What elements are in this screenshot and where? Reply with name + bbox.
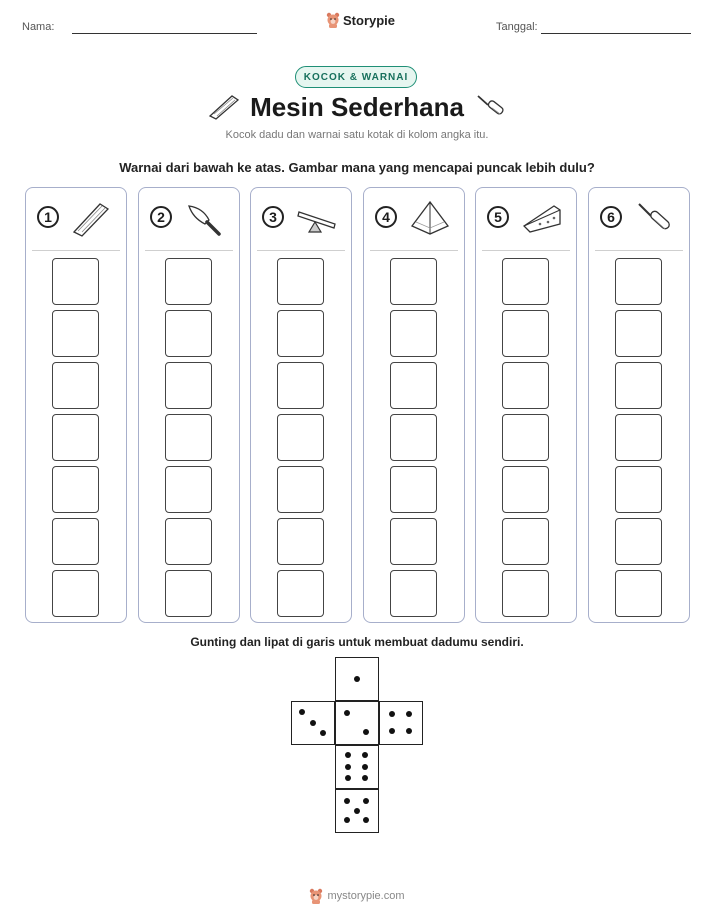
column-3 xyxy=(250,187,352,623)
instruction: Warnai dari bawah ke atas. Gambar mana yang mencapai puncak lebih dulu? xyxy=(119,160,595,175)
coloring-box[interactable] xyxy=(390,362,437,409)
die-face-5 xyxy=(335,789,379,833)
wedge-icon xyxy=(520,198,564,238)
die-face-1 xyxy=(335,657,379,701)
brand-logo xyxy=(326,12,395,28)
inclined-plane-icon xyxy=(70,198,114,238)
column-divider xyxy=(595,250,683,251)
lever-icon xyxy=(295,198,339,238)
coloring-box[interactable] xyxy=(52,310,99,357)
die-pip xyxy=(362,775,368,781)
page-title: Mesin Sederhana xyxy=(250,92,464,122)
die-instruction: Gunting dan lipat di garis untuk membuat dadumu sendiri. xyxy=(190,635,524,649)
brand-name: Storypie xyxy=(343,12,396,28)
coloring-box[interactable] xyxy=(277,362,324,409)
coloring-box[interactable] xyxy=(277,310,324,357)
footer-url: mystorypie.com xyxy=(327,890,405,902)
coloring-box[interactable] xyxy=(615,414,662,461)
page-subtitle: Kocok dadu dan warnai satu kotak di kolom angka itu. xyxy=(225,129,489,141)
coloring-box[interactable] xyxy=(277,466,324,513)
column-5 xyxy=(475,187,577,623)
column-2 xyxy=(138,187,240,623)
coloring-box[interactable] xyxy=(165,258,212,305)
date-line[interactable] xyxy=(541,33,691,34)
die-pip xyxy=(363,817,369,823)
column-divider xyxy=(32,250,120,251)
die-pip xyxy=(362,752,368,758)
coloring-box[interactable] xyxy=(52,466,99,513)
die-face-4 xyxy=(379,701,423,745)
die-face-6 xyxy=(335,745,379,789)
die-pip xyxy=(299,709,305,715)
coloring-box[interactable] xyxy=(165,310,212,357)
coloring-box[interactable] xyxy=(165,362,212,409)
coloring-box[interactable] xyxy=(390,518,437,565)
die-pip xyxy=(345,752,351,758)
die-pip xyxy=(363,729,369,735)
die-pip xyxy=(389,711,395,717)
knife-icon xyxy=(183,198,227,238)
die-pip xyxy=(345,764,351,770)
coloring-box[interactable] xyxy=(165,518,212,565)
screwdriver-icon xyxy=(633,198,677,238)
coloring-box[interactable] xyxy=(615,570,662,617)
column-4 xyxy=(363,187,465,623)
coloring-box[interactable] xyxy=(52,570,99,617)
column-divider xyxy=(145,250,233,251)
coloring-box[interactable] xyxy=(502,362,549,409)
die-pip xyxy=(363,798,369,804)
coloring-box[interactable] xyxy=(165,570,212,617)
column-number: 2 xyxy=(150,206,172,228)
name-line[interactable] xyxy=(72,33,257,34)
coloring-box[interactable] xyxy=(390,258,437,305)
die-pip xyxy=(362,764,368,770)
coloring-box[interactable] xyxy=(277,570,324,617)
die-pip xyxy=(320,730,326,736)
coloring-box[interactable] xyxy=(502,414,549,461)
die-pip xyxy=(344,710,350,716)
coloring-box[interactable] xyxy=(277,518,324,565)
date-label: Tanggal: xyxy=(496,21,538,33)
coloring-box[interactable] xyxy=(390,570,437,617)
coloring-box[interactable] xyxy=(502,570,549,617)
die-pip xyxy=(345,775,351,781)
die-pip xyxy=(354,676,360,682)
column-1 xyxy=(25,187,127,623)
die-face-3 xyxy=(291,701,335,745)
coloring-box[interactable] xyxy=(390,310,437,357)
die-pip xyxy=(354,808,360,814)
die-pip xyxy=(389,728,395,734)
column-number: 6 xyxy=(600,206,622,228)
coloring-box[interactable] xyxy=(502,258,549,305)
die-pip xyxy=(344,798,350,804)
column-6 xyxy=(588,187,690,623)
footer xyxy=(0,888,714,904)
coloring-box[interactable] xyxy=(165,414,212,461)
column-divider xyxy=(257,250,345,251)
coloring-box[interactable] xyxy=(52,362,99,409)
coloring-box[interactable] xyxy=(165,466,212,513)
die-pip xyxy=(406,711,412,717)
coloring-box[interactable] xyxy=(277,258,324,305)
bear-mascot-icon xyxy=(326,12,340,28)
name-label: Nama: xyxy=(22,21,55,33)
screwdriver-icon xyxy=(474,92,508,122)
column-number: 4 xyxy=(375,206,397,228)
coloring-box[interactable] xyxy=(615,466,662,513)
coloring-box[interactable] xyxy=(390,414,437,461)
coloring-box[interactable] xyxy=(52,518,99,565)
coloring-box[interactable] xyxy=(52,414,99,461)
coloring-box[interactable] xyxy=(502,466,549,513)
column-divider xyxy=(482,250,570,251)
activity-badge: KOCOK & WARNAI xyxy=(295,66,417,88)
bear-mascot-icon xyxy=(309,888,323,904)
coloring-box[interactable] xyxy=(502,518,549,565)
die-pip xyxy=(344,817,350,823)
coloring-box[interactable] xyxy=(277,414,324,461)
die-pip xyxy=(310,720,316,726)
column-number: 3 xyxy=(262,206,284,228)
coloring-box[interactable] xyxy=(615,362,662,409)
coloring-box[interactable] xyxy=(52,258,99,305)
coloring-box[interactable] xyxy=(615,310,662,357)
coloring-box[interactable] xyxy=(390,466,437,513)
column-number: 5 xyxy=(487,206,509,228)
coloring-box[interactable] xyxy=(615,258,662,305)
column-number: 1 xyxy=(37,206,59,228)
die-face-2 xyxy=(335,701,379,745)
coloring-box[interactable] xyxy=(615,518,662,565)
coloring-box[interactable] xyxy=(502,310,549,357)
die-pip xyxy=(406,728,412,734)
pyramid-icon xyxy=(408,198,452,238)
column-divider xyxy=(370,250,458,251)
